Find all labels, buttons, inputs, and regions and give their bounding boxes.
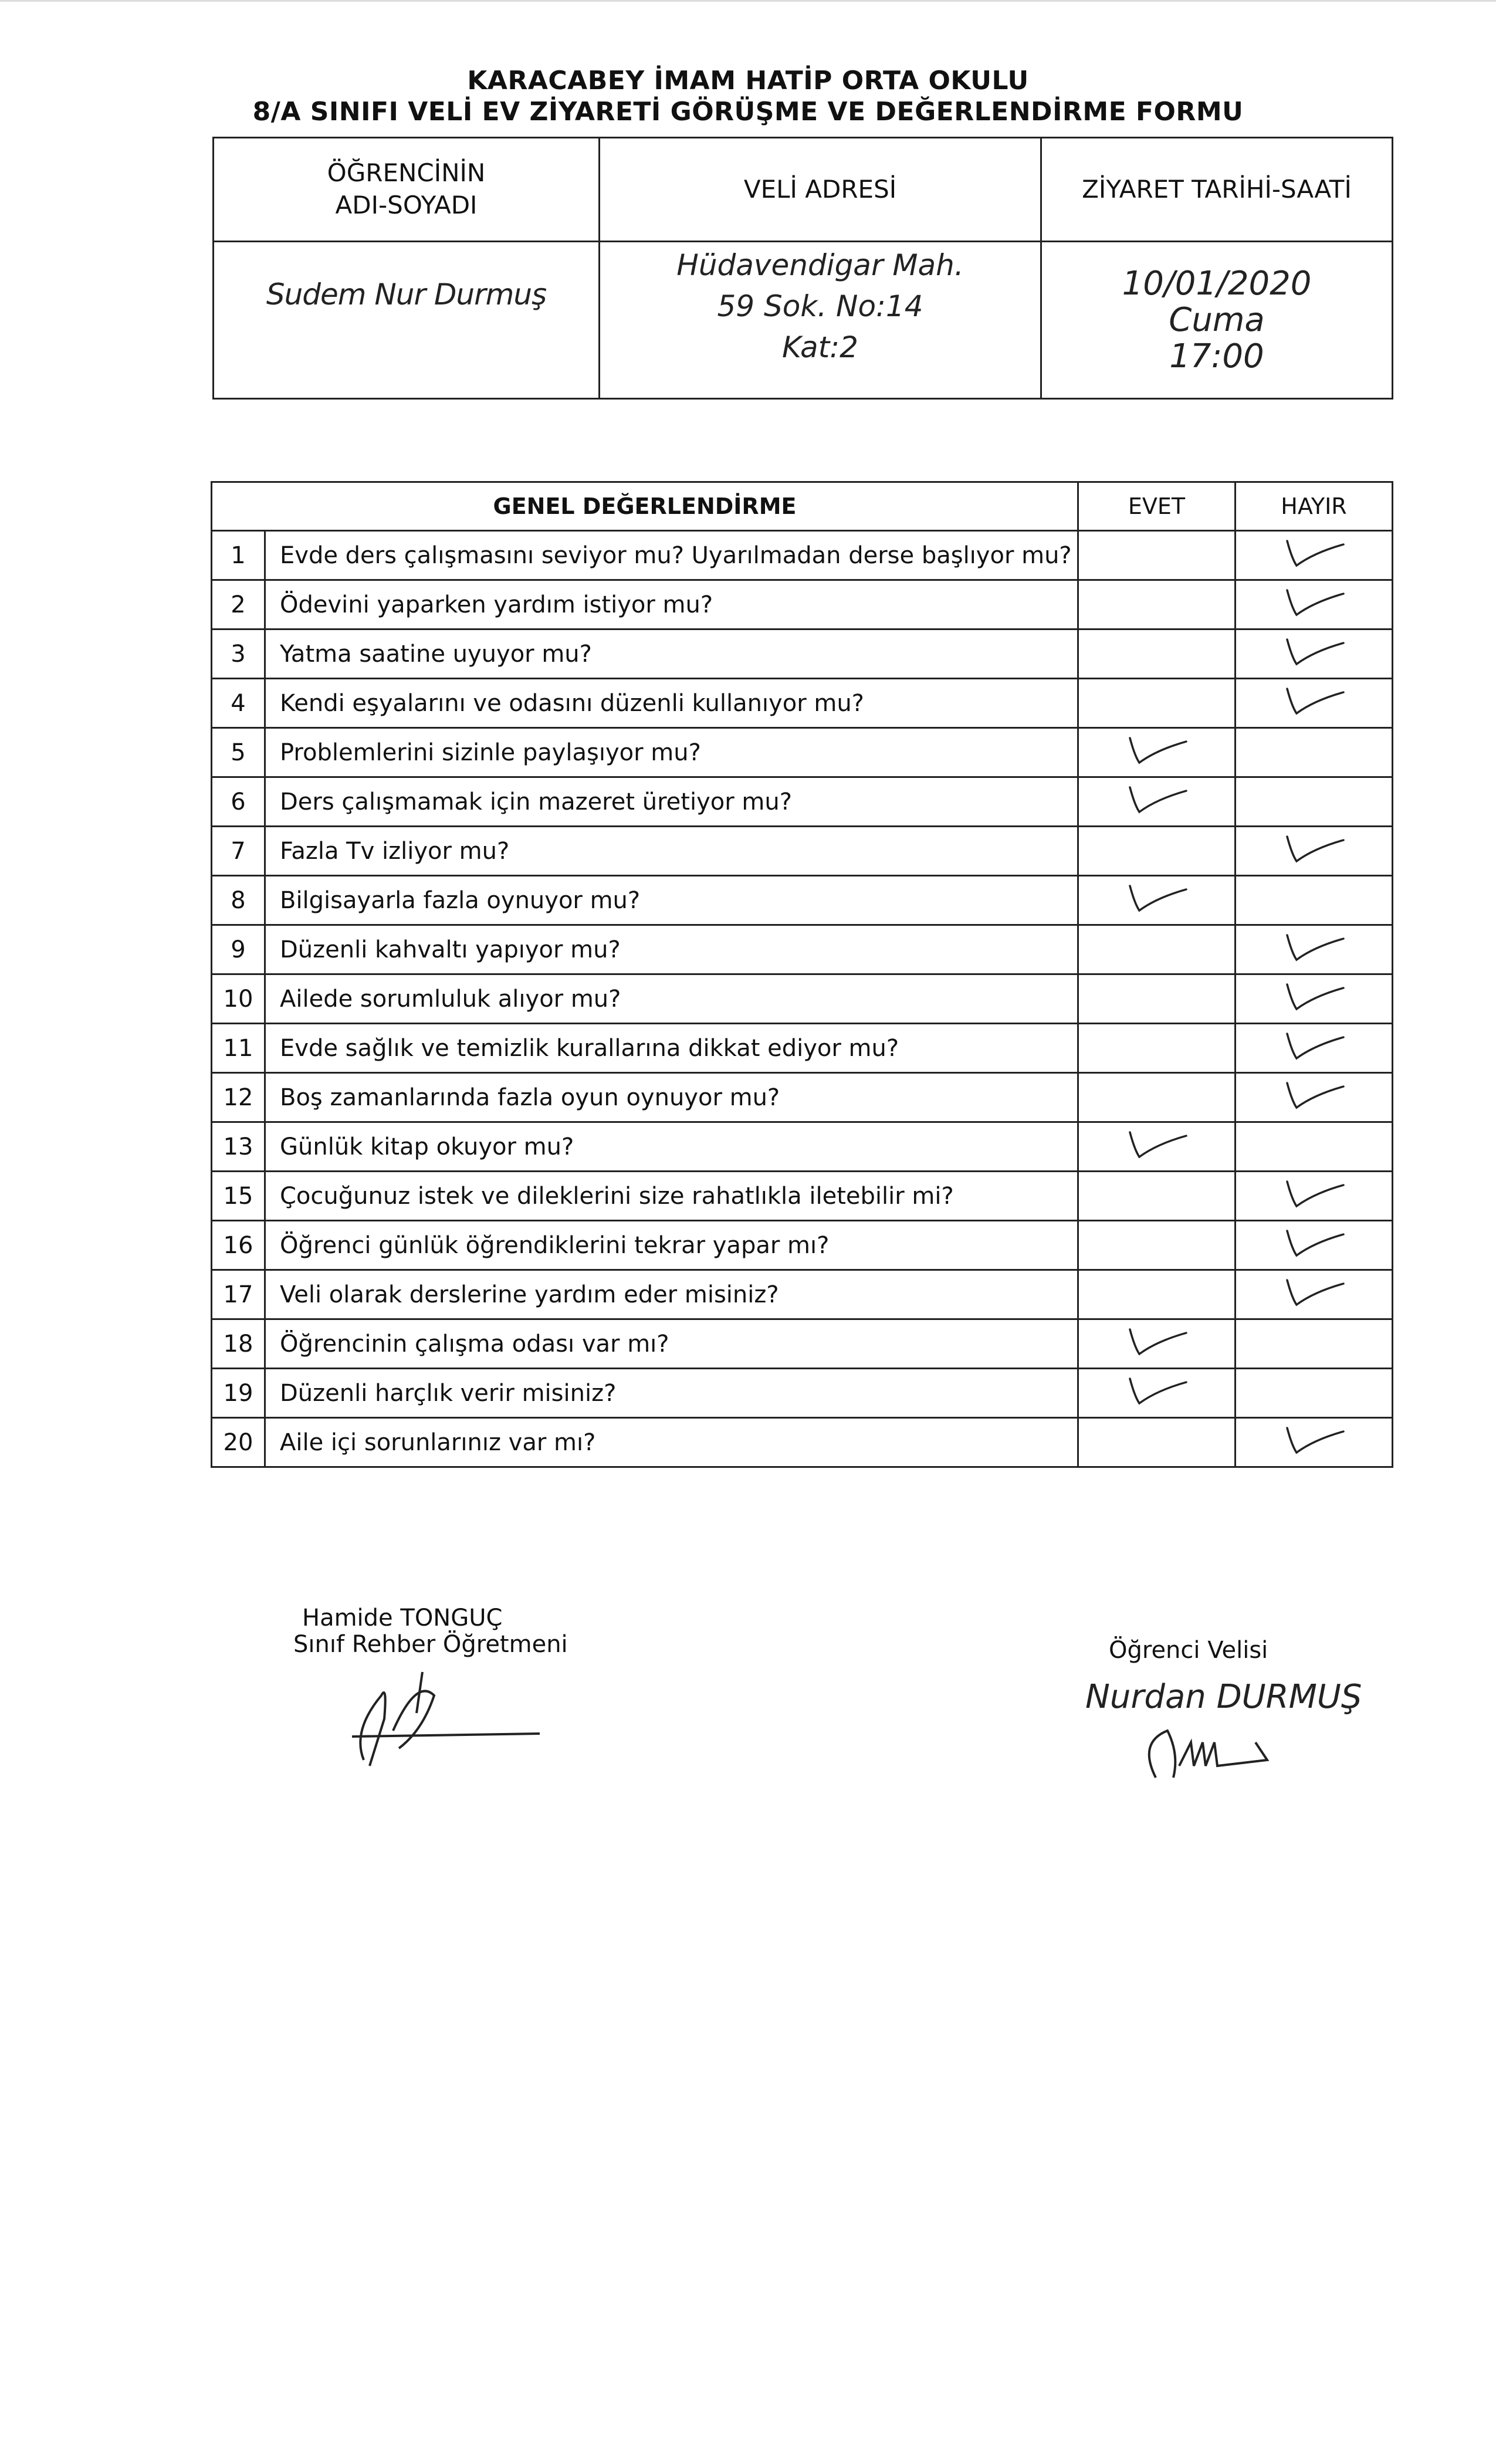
question-text: Aile içi sorunlarınız var mı? (265, 1418, 1078, 1467)
check-mark-icon (1279, 1091, 1349, 1118)
table-row (212, 974, 1393, 1024)
address-line: Hüdavendigar Mah. (676, 248, 964, 282)
question-text: Düzenli kahvaltı yapıyor mu? (265, 925, 1078, 974)
yes-cell (1078, 1172, 1236, 1221)
table-row (212, 777, 1393, 827)
parent-role: Öğrenci Velisi (1109, 1637, 1268, 1664)
question-number: 2 (212, 580, 265, 629)
check-mark-icon (1279, 1288, 1349, 1315)
question-number: 20 (212, 1418, 265, 1467)
table-row (212, 580, 1393, 629)
check-mark-icon (1279, 549, 1349, 576)
table-row (212, 1172, 1393, 1221)
question-number: 11 (212, 1024, 265, 1073)
no-cell (1236, 1418, 1393, 1467)
form-title: 8/A SINIFI VELİ EV ZİYARETİ GÖRÜŞME VE DEĞERLENDİRME FORMU (252, 97, 1244, 127)
question-text: Problemlerini sizinle paylaşıyor mu? (265, 728, 1078, 777)
check-mark-icon (1122, 1140, 1192, 1167)
yes-cell (1078, 531, 1236, 580)
question-text: Ödevini yaparken yardım istiyor mu? (265, 580, 1078, 629)
date-cell (1041, 242, 1393, 399)
yes-cell (1078, 629, 1236, 679)
check-mark-icon (1279, 943, 1349, 970)
student-header-line1: ÖĞRENCİNİN (327, 158, 486, 188)
table-row (212, 1122, 1393, 1172)
evaluation-table (211, 481, 1393, 1468)
check-mark-icon (1279, 1239, 1349, 1266)
student-name-cell (214, 242, 600, 399)
yes-cell (1078, 580, 1236, 629)
question-text: Fazla Tv izliyor mu? (265, 827, 1078, 876)
address-column-header: VELİ ADRESİ (600, 138, 1041, 242)
yes-cell (1078, 1270, 1236, 1319)
question-text: Evde ders çalışmasını seviyor mu? Uyarılmadan derse başlıyor mu? (265, 531, 1078, 580)
question-number: 13 (212, 1122, 265, 1172)
question-number: 7 (212, 827, 265, 876)
no-cell (1236, 580, 1393, 629)
teacher-role: Sınıf Rehber Öğretmeni (293, 1631, 568, 1658)
yes-cell (1078, 1221, 1236, 1270)
table-row (212, 1270, 1393, 1319)
no-cell (1236, 1122, 1393, 1172)
question-text: Çocuğunuz istek ve dileklerini size rahatlıkla iletebilir mi? (265, 1172, 1078, 1221)
no-cell (1236, 974, 1393, 1024)
no-cell (1236, 827, 1393, 876)
yes-cell (1078, 974, 1236, 1024)
student-name: Sudem Nur Durmuş (266, 277, 547, 312)
question-number: 3 (212, 629, 265, 679)
yes-cell (1078, 1024, 1236, 1073)
student-header-line2: ADI-SOYADI (335, 191, 478, 219)
check-mark-icon (1279, 697, 1349, 724)
question-text: Ders çalışmamak için mazeret üretiyor mu? (265, 777, 1078, 827)
yes-cell (1078, 1122, 1236, 1172)
check-mark-icon (1122, 746, 1192, 773)
parent-name: Nurdan DURMUŞ (1085, 1678, 1362, 1716)
check-mark-icon (1279, 1190, 1349, 1217)
yes-column-header: EVET (1078, 482, 1236, 531)
question-text: Boş zamanlarında fazla oyun oynuyor mu? (265, 1073, 1078, 1122)
question-number: 8 (212, 876, 265, 925)
scan-edge-line (0, 0, 1496, 2)
question-number: 18 (212, 1319, 265, 1369)
yes-cell (1078, 827, 1236, 876)
question-number: 5 (212, 728, 265, 777)
question-number: 10 (212, 974, 265, 1024)
date-column-header: ZİYARET TARİHİ-SAATİ (1041, 138, 1393, 242)
no-cell (1236, 1319, 1393, 1369)
check-mark-icon (1279, 1042, 1349, 1069)
check-mark-icon (1122, 894, 1192, 921)
yes-cell (1078, 777, 1236, 827)
question-number: 12 (212, 1073, 265, 1122)
school-name: KARACABEY İMAM HATİP ORTA OKULU (467, 66, 1029, 96)
question-number: 16 (212, 1221, 265, 1270)
table-row (212, 1319, 1393, 1369)
yes-cell (1078, 1369, 1236, 1418)
no-cell (1236, 1270, 1393, 1319)
no-cell (1236, 925, 1393, 974)
no-cell (1236, 1172, 1393, 1221)
yes-cell (1078, 1418, 1236, 1467)
check-mark-icon (1279, 598, 1349, 625)
check-mark-icon (1279, 648, 1349, 675)
question-number: 1 (212, 531, 265, 580)
student-column-header (214, 138, 600, 242)
check-mark-icon (1279, 1436, 1349, 1463)
evaluation-title: GENEL DEĞERLENDİRME (212, 482, 1078, 531)
question-number: 19 (212, 1369, 265, 1418)
no-cell (1236, 1073, 1393, 1122)
yes-cell (1078, 679, 1236, 728)
visit-day: Cuma (1169, 301, 1265, 339)
question-text: Evde sağlık ve temizlik kurallarına dikkat ediyor mu? (265, 1024, 1078, 1073)
question-text: Günlük kitap okuyor mu? (265, 1122, 1078, 1172)
no-cell (1236, 876, 1393, 925)
table-row (212, 679, 1393, 728)
no-cell (1236, 531, 1393, 580)
visit-date: 10/01/2020 (1122, 265, 1312, 303)
no-cell (1236, 1024, 1393, 1073)
check-mark-icon (1122, 796, 1192, 823)
yes-cell (1078, 925, 1236, 974)
no-cell (1236, 1221, 1393, 1270)
address-line: 59 Sok. No:14 (717, 289, 923, 323)
check-mark-icon (1279, 993, 1349, 1020)
no-cell (1236, 1369, 1393, 1418)
yes-cell (1078, 1319, 1236, 1369)
yes-cell (1078, 876, 1236, 925)
table-row (212, 629, 1393, 679)
no-column-header: HAYIR (1236, 482, 1393, 531)
parent-signature (1138, 1719, 1291, 1789)
address-cell (600, 242, 1041, 399)
question-number: 9 (212, 925, 265, 974)
check-mark-icon (1122, 1338, 1192, 1365)
table-row (212, 1369, 1393, 1418)
check-mark-icon (1122, 1387, 1192, 1414)
question-text: Kendi eşyalarını ve odasını düzenli kullanıyor mu? (265, 679, 1078, 728)
table-row (212, 876, 1393, 925)
question-text: Bilgisayarla fazla oynuyor mu? (265, 876, 1078, 925)
table-row (212, 1418, 1393, 1467)
no-cell (1236, 629, 1393, 679)
no-cell (1236, 777, 1393, 827)
table-row (212, 827, 1393, 876)
table-row (212, 1024, 1393, 1073)
visit-info-table (212, 137, 1393, 400)
teacher-name: Hamide TONGUÇ (302, 1605, 503, 1632)
address-line: Kat:2 (782, 330, 858, 364)
question-text: Öğrenci günlük öğrendiklerini tekrar yapar mı? (265, 1221, 1078, 1270)
question-text: Öğrencinin çalışma odası var mı? (265, 1319, 1078, 1369)
question-text: Düzenli harçlık verir misiniz? (265, 1369, 1078, 1418)
question-number: 15 (212, 1172, 265, 1221)
question-text: Veli olarak derslerine yardım eder misiniz? (265, 1270, 1078, 1319)
no-cell (1236, 679, 1393, 728)
no-cell (1236, 728, 1393, 777)
table-row (212, 531, 1393, 580)
table-row (212, 1221, 1393, 1270)
question-text: Yatma saatine uyuyor mu? (265, 629, 1078, 679)
visit-time: 17:00 (1169, 337, 1264, 375)
table-row (212, 728, 1393, 777)
table-row (212, 925, 1393, 974)
question-text: Ailede sorumluluk alıyor mu? (265, 974, 1078, 1024)
yes-cell (1078, 1073, 1236, 1122)
question-number: 6 (212, 777, 265, 827)
teacher-signature (329, 1660, 551, 1772)
check-mark-icon (1279, 845, 1349, 872)
table-row (212, 1073, 1393, 1122)
yes-cell (1078, 728, 1236, 777)
question-number: 17 (212, 1270, 265, 1319)
question-number: 4 (212, 679, 265, 728)
